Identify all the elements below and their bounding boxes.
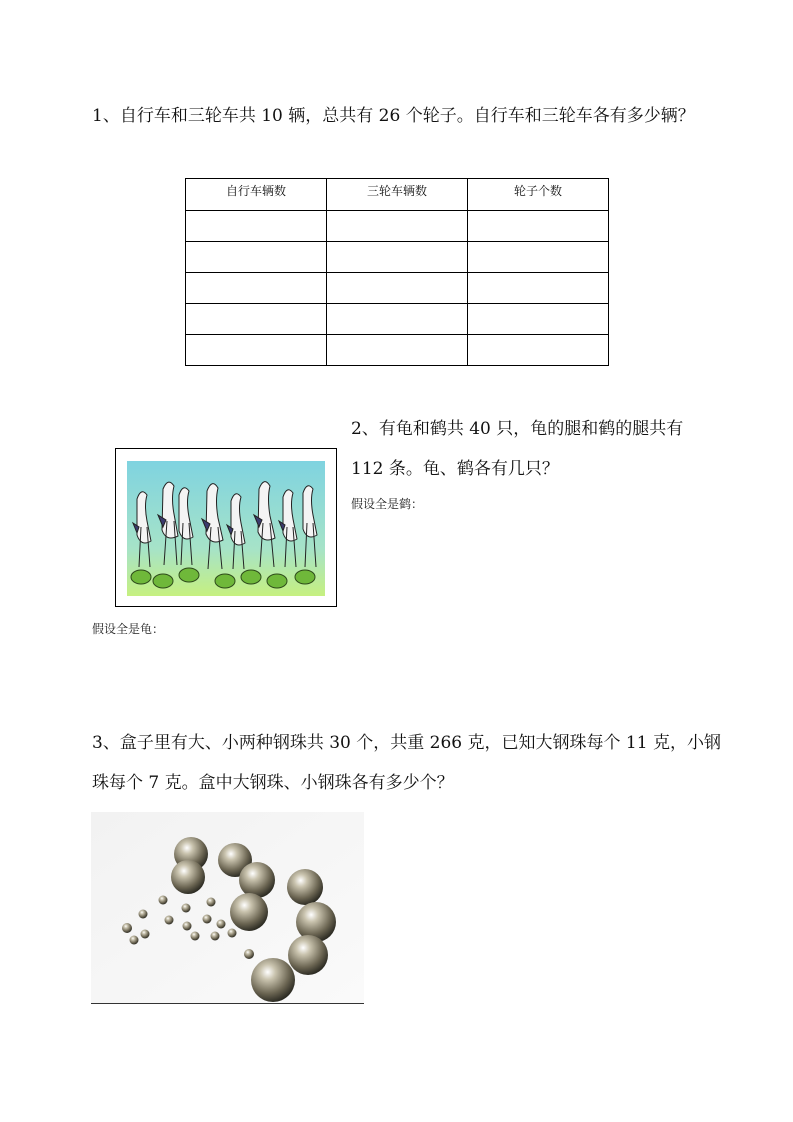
turtle-figure — [295, 570, 315, 584]
small-steel-ball — [141, 930, 150, 939]
small-steel-ball — [244, 949, 254, 959]
table-cell[interactable] — [327, 335, 468, 366]
small-steel-ball — [139, 910, 148, 919]
table-row — [186, 211, 609, 242]
header-tricycles: 三轮车辆数 — [327, 179, 468, 211]
assume-all-turtles-label: 假设全是龟： — [92, 622, 165, 636]
table-cell[interactable] — [468, 273, 609, 304]
small-steel-ball — [191, 932, 200, 941]
table-row — [186, 335, 609, 366]
table-row — [186, 304, 609, 335]
small-steel-ball — [228, 929, 237, 938]
turtle-figure — [267, 574, 287, 588]
small-steel-ball — [122, 923, 132, 933]
question-1-text: 1、自行车和三轮车共 10 辆，总共有 26 个轮子。自行车和三轮车各有多少辆？ — [92, 106, 695, 126]
header-bicycles: 自行车辆数 — [186, 179, 327, 211]
table-cell[interactable] — [327, 304, 468, 335]
turtle-figure — [215, 574, 235, 588]
table-cell[interactable] — [327, 273, 468, 304]
assume-all-cranes-label: 假设全是鹤： — [351, 497, 424, 511]
small-steel-ball — [165, 916, 174, 925]
table-cell[interactable] — [468, 242, 609, 273]
steel-balls-photo — [91, 812, 364, 1004]
table-header-row — [186, 179, 609, 211]
cranes-turtles-illustration — [115, 448, 337, 607]
small-steel-ball — [130, 936, 139, 945]
small-steel-ball — [183, 922, 192, 931]
table-cell[interactable] — [186, 242, 327, 273]
turtle-figure — [131, 570, 151, 584]
small-steel-ball — [207, 898, 216, 907]
small-steel-ball — [203, 915, 212, 924]
table-cell[interactable] — [186, 335, 327, 366]
small-steel-ball — [159, 896, 168, 905]
table-cell[interactable] — [468, 335, 609, 366]
big-steel-ball — [239, 862, 275, 898]
table-cell[interactable] — [327, 211, 468, 242]
turtle-figure — [241, 570, 261, 584]
small-steel-ball — [211, 932, 220, 941]
photo-bottom-rule — [91, 1003, 364, 1004]
turtle-figure — [179, 568, 199, 582]
big-steel-ball — [171, 860, 205, 894]
table-cell[interactable] — [327, 242, 468, 273]
small-steel-ball — [182, 904, 191, 913]
table-cell[interactable] — [186, 273, 327, 304]
table-row — [186, 242, 609, 273]
turtle-figure — [153, 574, 173, 588]
small-steel-ball — [217, 920, 226, 929]
header-wheels: 轮子个数 — [468, 179, 609, 211]
table-cell[interactable] — [468, 211, 609, 242]
big-steel-ball — [230, 893, 268, 931]
table-cell[interactable] — [186, 211, 327, 242]
big-steel-ball — [288, 935, 328, 975]
big-steel-ball — [287, 869, 323, 905]
answer-table — [185, 178, 609, 366]
question-2-text: 2、有龟和鹤共 40 只，龟的腿和鹤的腿共有 112 条。龟、鹤各有几只？ — [351, 419, 684, 479]
big-steel-ball — [251, 958, 295, 1002]
table-cell[interactable] — [468, 304, 609, 335]
question-3-text: 3、盒子里有大、小两种钢珠共 30 个，共重 266 克，已知大钢珠每个 11 克，小钢珠每个 7 克。盒中大钢珠、小钢珠各有多少个？ — [92, 733, 721, 793]
table-cell[interactable] — [186, 304, 327, 335]
table-row — [186, 273, 609, 304]
